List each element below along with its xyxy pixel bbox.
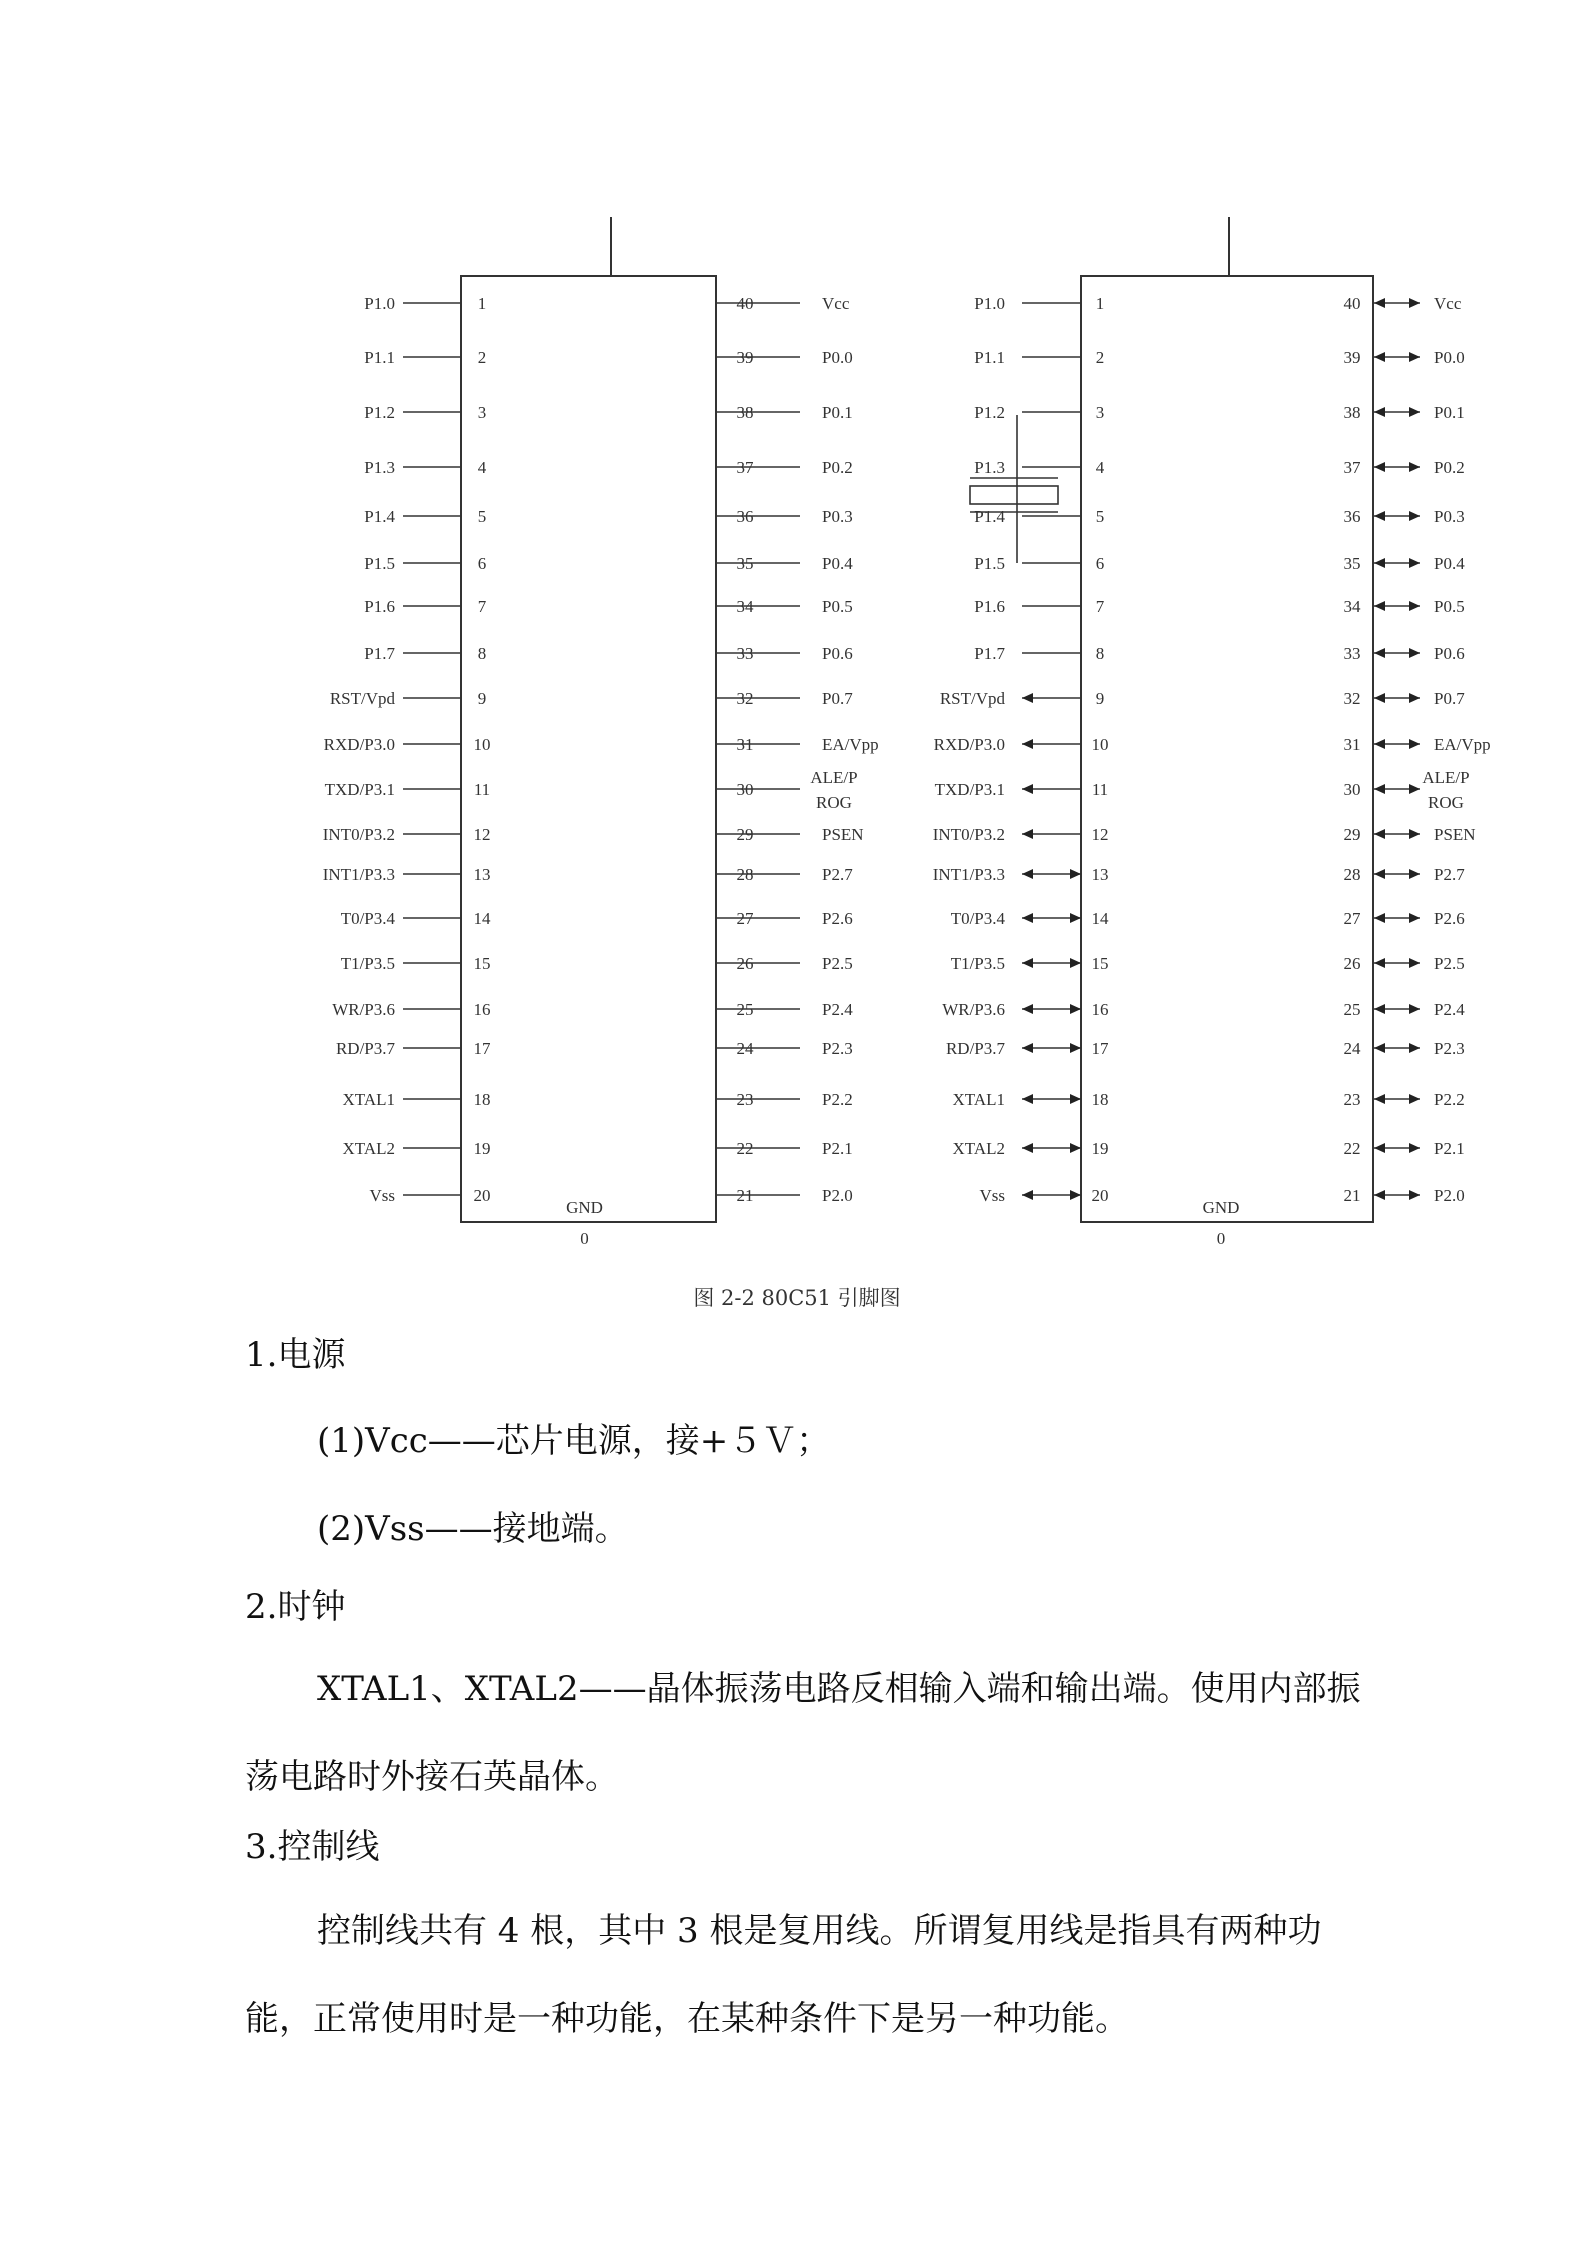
pin-number: 23	[1343, 1090, 1361, 1109]
pin-label: P1.3	[364, 458, 395, 477]
pin-number: 3	[1095, 403, 1105, 422]
gnd-label: GND	[1202, 1198, 1240, 1217]
power-item-vcc: (1)Vcc——芯片电源，接+５Ｖ；	[317, 1421, 831, 1461]
pin-number: 11	[473, 780, 491, 799]
pin-number: 16	[1091, 1000, 1109, 1019]
pin-label: PSEN	[822, 825, 864, 844]
arrow-head	[1070, 1004, 1081, 1014]
heading-clock: 2.时钟	[245, 1587, 346, 1627]
pin-number: 37	[1343, 458, 1361, 477]
pin-label: P2.4	[1434, 1000, 1465, 1019]
pin-number: 37	[736, 458, 754, 477]
pin-label: RD/P3.7	[335, 1039, 395, 1058]
pin-number: 16	[473, 1000, 491, 1019]
arrow-head	[1374, 869, 1385, 879]
pin-number: 13	[1091, 865, 1109, 884]
pin-label: ROG	[816, 793, 852, 812]
arrow-head	[1070, 1143, 1081, 1153]
pin-number: 18	[1091, 1090, 1109, 1109]
arrow-head	[1070, 869, 1081, 879]
pin-label: P1.6	[974, 597, 1005, 616]
pin-label: P1.5	[364, 554, 395, 573]
chip-diagram-plain	[323, 217, 879, 1248]
pin-label: ALE/P	[1422, 768, 1470, 787]
pin-label: P0.4	[822, 554, 853, 573]
crystal-body	[970, 486, 1058, 504]
pin-number: 23	[736, 1090, 754, 1109]
arrow-head	[1022, 784, 1033, 794]
pin-number: 8	[1095, 644, 1105, 663]
pin-label: PSEN	[1434, 825, 1476, 844]
pin-number: 31	[1343, 735, 1361, 754]
pin-number: 36	[1343, 507, 1361, 526]
arrow-head	[1022, 739, 1033, 749]
arrow-head	[1409, 1094, 1420, 1104]
pin-number: 22	[1343, 1139, 1361, 1158]
pin-label: P1.7	[974, 644, 1005, 663]
pin-number: 12	[473, 825, 491, 844]
pin-number: 38	[1343, 403, 1361, 422]
pin-label: P2.7	[822, 865, 853, 884]
arrow-head	[1374, 958, 1385, 968]
pin-number: 25	[736, 1000, 754, 1019]
arrow-head	[1409, 693, 1420, 703]
arrow-head	[1374, 407, 1385, 417]
arrow-head	[1070, 1094, 1081, 1104]
pin-number: 5	[477, 507, 487, 526]
pin-number: 35	[736, 554, 754, 573]
pin-number: 21	[1343, 1186, 1361, 1205]
arrow-head	[1022, 958, 1033, 968]
arrow-head	[1409, 462, 1420, 472]
pin-number: 8	[477, 644, 487, 663]
pin-label: P2.3	[1434, 1039, 1465, 1058]
pin-label: Vcc	[1434, 294, 1462, 313]
arrow-head	[1374, 298, 1385, 308]
pin-label: P1.0	[364, 294, 395, 313]
pin-number: 29	[1343, 825, 1361, 844]
arrow-head	[1022, 1190, 1033, 1200]
pin-number: 6	[1095, 554, 1105, 573]
pin-label: INT1/P3.3	[322, 865, 395, 884]
clock-paragraph: XTAL1、XTAL2——晶体振荡电路反相输入端和输出端。使用内部振荡电路时外接石英晶体。	[245, 1669, 1361, 1797]
heading-power: 1.电源	[245, 1335, 346, 1375]
pin-label: P0.2	[1434, 458, 1465, 477]
pin-number: 28	[736, 865, 754, 884]
power-item-vss: (2)Vss——接地端。	[317, 1509, 629, 1549]
pin-label: P0.6	[1434, 644, 1465, 663]
arrow-head	[1409, 784, 1420, 794]
pin-label: RST/Vpd	[329, 689, 395, 708]
arrow-head	[1374, 784, 1385, 794]
arrow-head	[1409, 739, 1420, 749]
pin-label: INT1/P3.3	[932, 865, 1005, 884]
pin-label: P2.5	[1434, 954, 1465, 973]
pin-number: 20	[1091, 1186, 1109, 1205]
gnd-label: GND	[566, 1198, 603, 1217]
arrow-head	[1409, 958, 1420, 968]
pin-number: 7	[477, 597, 487, 616]
pin-number: 29	[736, 825, 754, 844]
arrow-head	[1070, 1190, 1081, 1200]
control-paragraph: 控制线共有 4 根，其中 3 根是复用线。所谓复用线是指具有两种功能，正常使用时是一种功能，在某种条件下是另一种功能。	[245, 1911, 1322, 2039]
pin-label: P0.1	[1434, 403, 1465, 422]
arrow-head	[1374, 558, 1385, 568]
arrow-head	[1022, 1004, 1033, 1014]
pin-number: 12	[1091, 825, 1109, 844]
pin-number: 9	[1095, 689, 1105, 708]
pin-label: P0.1	[822, 403, 853, 422]
arrow-head	[1022, 869, 1033, 879]
pin-number: 7	[1095, 597, 1105, 616]
pin-label: P1.0	[974, 294, 1005, 313]
arrow-head	[1409, 1143, 1420, 1153]
pin-number: 39	[736, 348, 754, 367]
pin-number: 33	[736, 644, 754, 663]
pin-number: 19	[473, 1139, 491, 1158]
pin-label: XTAL2	[952, 1139, 1005, 1158]
pin-number: 15	[1091, 954, 1109, 973]
arrow-head	[1374, 693, 1385, 703]
pin-label: P2.4	[822, 1000, 853, 1019]
arrow-head	[1374, 739, 1385, 749]
arrow-head	[1374, 1043, 1385, 1053]
arrow-head	[1070, 913, 1081, 923]
pin-label: RXD/P3.0	[933, 735, 1005, 754]
arrow-head	[1374, 601, 1385, 611]
arrow-head	[1374, 1004, 1385, 1014]
arrow-head	[1022, 913, 1033, 923]
pin-label: INT0/P3.2	[932, 825, 1005, 844]
pin-label: EA/Vpp	[1434, 735, 1491, 754]
pin-label: P1.1	[974, 348, 1005, 367]
pin-label: P0.3	[1434, 507, 1465, 526]
arrow-head	[1409, 829, 1420, 839]
pin-label: RD/P3.7	[945, 1039, 1005, 1058]
pin-label: T1/P3.5	[950, 954, 1005, 973]
pin-number: 26	[1343, 954, 1361, 973]
pin-label: XTAL1	[342, 1090, 395, 1109]
pin-label: P2.2	[822, 1090, 853, 1109]
arrow-head	[1409, 601, 1420, 611]
pin-label: P1.3	[974, 458, 1005, 477]
pin-label: P0.5	[822, 597, 853, 616]
arrow-head	[1374, 1190, 1385, 1200]
pin-label: P2.5	[822, 954, 853, 973]
pin-label: P2.1	[1434, 1139, 1465, 1158]
pin-label: P1.4	[974, 507, 1005, 526]
pin-number: 31	[736, 735, 754, 754]
pin-label: P0.5	[1434, 597, 1465, 616]
arrow-head	[1022, 1143, 1033, 1153]
pin-number: 21	[736, 1186, 754, 1205]
pin-label: XTAL2	[342, 1139, 395, 1158]
arrow-head	[1409, 869, 1420, 879]
figure-caption: 图 2-2 80C51 引脚图	[693, 1286, 901, 1310]
arrow-head	[1374, 829, 1385, 839]
arrow-head	[1409, 1043, 1420, 1053]
pin-label: P2.2	[1434, 1090, 1465, 1109]
pin-number: 15	[473, 954, 491, 973]
arrow-head	[1070, 958, 1081, 968]
pin-number: 36	[736, 507, 754, 526]
pin-label: ROG	[1428, 793, 1464, 812]
arrow-head	[1409, 913, 1420, 923]
pin-label: P1.2	[974, 403, 1005, 422]
pin-number: 30	[1343, 780, 1361, 799]
pin-number: 1	[477, 294, 487, 313]
pin-number: 2	[1095, 348, 1105, 367]
pin-number: 20	[473, 1186, 491, 1205]
pin-number: 3	[477, 403, 487, 422]
pin-label: WR/P3.6	[942, 1000, 1005, 1019]
arrow-head	[1409, 1190, 1420, 1200]
pin-label: P1.1	[364, 348, 395, 367]
pin-label: Vss	[979, 1186, 1005, 1205]
chip-body	[1081, 276, 1373, 1222]
pin-number: 40	[736, 294, 754, 313]
pin-number: 17	[473, 1039, 491, 1058]
arrow-head	[1409, 298, 1420, 308]
pin-label: P2.6	[822, 909, 853, 928]
heading-control: 3.控制线	[245, 1827, 380, 1867]
pin-number: 27	[1343, 909, 1361, 928]
pin-label: RST/Vpd	[939, 689, 1005, 708]
pin-number: 33	[1343, 644, 1361, 663]
pin-number: 9	[477, 689, 487, 708]
arrow-head	[1409, 1004, 1420, 1014]
pin-label: EA/Vpp	[822, 735, 879, 754]
pin-label: P1.6	[364, 597, 395, 616]
arrow-head	[1022, 1094, 1033, 1104]
arrow-head	[1374, 462, 1385, 472]
pin-label: P1.2	[364, 403, 395, 422]
pin-number: 5	[1095, 507, 1105, 526]
pin-label: P0.4	[1434, 554, 1465, 573]
arrow-head	[1409, 558, 1420, 568]
chip-body	[461, 276, 716, 1222]
pin-label: Vss	[369, 1186, 395, 1205]
pin-number: 19	[1091, 1139, 1109, 1158]
pin-label: P2.3	[822, 1039, 853, 1058]
pin-number: 13	[473, 865, 491, 884]
pin-number: 18	[473, 1090, 491, 1109]
arrow-head	[1070, 1043, 1081, 1053]
arrow-head	[1374, 913, 1385, 923]
arrow-head	[1022, 1043, 1033, 1053]
pin-label: TXD/P3.1	[934, 780, 1005, 799]
arrow-head	[1409, 511, 1420, 521]
gnd-value: 0	[1216, 1229, 1226, 1248]
arrow-head	[1022, 693, 1033, 703]
pin-number: 14	[473, 909, 491, 928]
pin-number: 34	[736, 597, 754, 616]
pin-label: P1.5	[974, 554, 1005, 573]
pin-label: TXD/P3.1	[324, 780, 395, 799]
pin-number: 34	[1343, 597, 1361, 616]
pin-label: Vcc	[822, 294, 850, 313]
pin-number: 4	[477, 458, 487, 477]
pin-number: 40	[1343, 294, 1361, 313]
pin-number: 10	[1091, 735, 1109, 754]
arrow-head	[1374, 648, 1385, 658]
pin-label: P0.0	[1434, 348, 1465, 367]
pin-label: T0/P3.4	[340, 909, 395, 928]
pin-label: P2.6	[1434, 909, 1465, 928]
pin-label: ALE/P	[810, 768, 858, 787]
pin-label: WR/P3.6	[332, 1000, 395, 1019]
pin-label: P0.7	[1434, 689, 1465, 708]
pin-label: P2.7	[1434, 865, 1465, 884]
pin-number: 11	[1091, 780, 1109, 799]
arrow-head	[1409, 407, 1420, 417]
pin-number: 39	[1343, 348, 1361, 367]
pin-number: 10	[473, 735, 491, 754]
pin-number: 14	[1091, 909, 1109, 928]
pin-number: 32	[1343, 689, 1361, 708]
pin-number: 27	[736, 909, 754, 928]
arrow-head	[1409, 648, 1420, 658]
pin-label: P0.2	[822, 458, 853, 477]
arrow-head	[1022, 829, 1033, 839]
pin-label: P0.0	[822, 348, 853, 367]
pin-number: 17	[1091, 1039, 1109, 1058]
pin-label: RXD/P3.0	[323, 735, 395, 754]
pin-label: T0/P3.4	[950, 909, 1005, 928]
pin-label: P0.7	[822, 689, 853, 708]
pin-label: P0.3	[822, 507, 853, 526]
pin-number: 35	[1343, 554, 1361, 573]
chip-diagram-arrows	[933, 217, 1491, 1248]
pin-label: P1.4	[364, 507, 395, 526]
pin-label: P2.0	[822, 1186, 853, 1205]
pin-number: 25	[1343, 1000, 1361, 1019]
pin-label: P1.7	[364, 644, 395, 663]
pin-label: T1/P3.5	[340, 954, 395, 973]
arrow-head	[1409, 352, 1420, 362]
pin-label: INT0/P3.2	[322, 825, 395, 844]
pin-number: 28	[1343, 865, 1361, 884]
pin-label: XTAL1	[952, 1090, 1005, 1109]
arrow-head	[1374, 1143, 1385, 1153]
arrow-head	[1374, 1094, 1385, 1104]
pin-number: 2	[477, 348, 487, 367]
pin-number: 22	[736, 1139, 754, 1158]
pin-label: P2.0	[1434, 1186, 1465, 1205]
pin-number: 24	[1343, 1039, 1361, 1058]
pin-number: 26	[736, 954, 754, 973]
pin-number: 1	[1095, 294, 1105, 313]
pin-number: 6	[477, 554, 487, 573]
pin-label: P0.6	[822, 644, 853, 663]
pin-number: 24	[736, 1039, 754, 1058]
arrow-head	[1374, 511, 1385, 521]
pin-label: P2.1	[822, 1139, 853, 1158]
pin-number: 30	[736, 780, 754, 799]
gnd-value: 0	[580, 1229, 589, 1248]
pin-number: 4	[1095, 458, 1105, 477]
arrow-head	[1374, 352, 1385, 362]
pin-number: 38	[736, 403, 754, 422]
pin-number: 32	[736, 689, 754, 708]
